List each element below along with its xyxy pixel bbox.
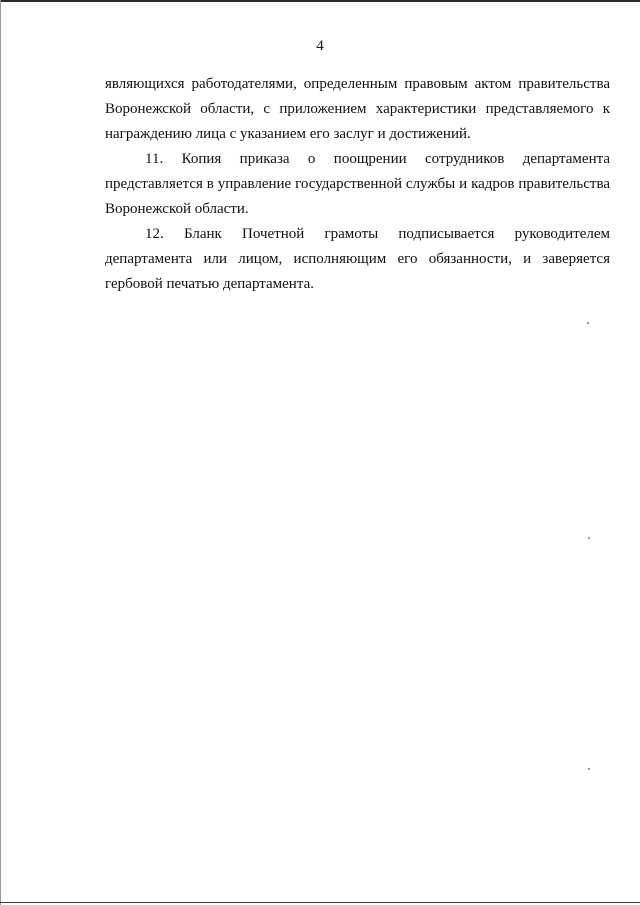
scan-speck	[588, 537, 590, 539]
paragraph-item-12: 12. Бланк Почетной грамоты подписывается руководителем департамента или лицом, исполняющим его обязанности, и заверяется гербовой печатью департамента.	[105, 226, 610, 292]
scan-edge-bottom	[0, 902, 640, 903]
document-body	[105, 72, 610, 297]
scan-edge-left	[0, 0, 1, 905]
scan-edge-top	[0, 0, 640, 2]
paragraph-item-11: 11. Копия приказа о поощрении сотрудников департамента представляется в управление государственной службы и кадров правительства Воронежской области.	[105, 151, 610, 217]
paragraph-continuation: являющихся работодателями, определенным правовым актом правительства Воронежской области, с приложением характеристики представляемого к награждению лица с указанием его заслуг и достижений.	[105, 76, 610, 142]
scan-speck	[587, 322, 589, 324]
page-number: 4	[316, 38, 324, 54]
scan-speck	[588, 768, 590, 770]
